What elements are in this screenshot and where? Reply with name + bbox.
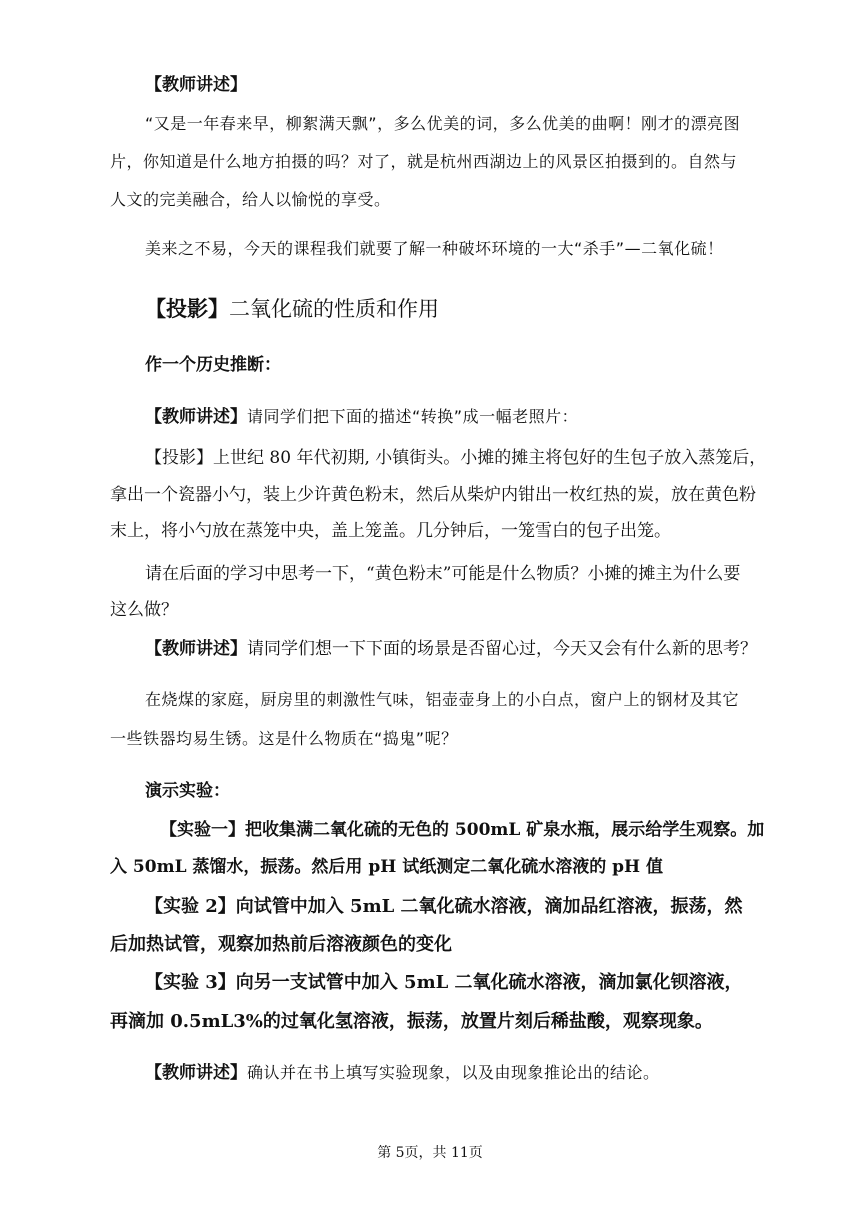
paragraph-line: 片，你知道是什么地方拍摄的吗？对了，就是杭州西湖边上的风景区拍摄到的。自然与 bbox=[110, 152, 738, 171]
teacher-tag: 【教师讲述】 bbox=[145, 407, 247, 427]
projection-tag: 【投影】 bbox=[145, 296, 229, 321]
experiment-2-line: 后加热试管，观察加热前后溶液颜色的变化 bbox=[110, 934, 452, 955]
teacher-statement bbox=[145, 641, 757, 658]
teacher-tag: 【教师讲述】 bbox=[145, 1063, 247, 1083]
scene-line: 在烧煤的家庭，厨房里的刺激性气味，铝壶壶身上的小白点，窗户上的钢材及其它 bbox=[145, 690, 740, 709]
projection-text: 上世纪 80 年代初期, 小镇街头。小摊的摊主将包好的生包子放入蒸笼后， bbox=[213, 448, 767, 468]
question-line: 这么做？ bbox=[110, 600, 178, 620]
projection-line: 拿出一个瓷器小勺，装上少许黄色粉末，然后从柴炉内钳出一枚红热的炭，放在黄色粉 bbox=[110, 485, 756, 505]
paragraph-line: “又是一年春来早，柳絮满天飘”，多么优美的词，多么优美的曲啊！刚才的漂亮图 bbox=[145, 114, 741, 133]
history-heading: 作一个历史推断： bbox=[145, 355, 281, 375]
projection-tag: 【投影】 bbox=[145, 448, 213, 468]
question-line: 请在后面的学习中思考一下，“黄色粉末”可能是什么物质？小摊的摊主为什么要 bbox=[145, 564, 741, 584]
scene-line: 一些铁器均易生锈。这是什么物质在“捣鬼”呢？ bbox=[110, 729, 458, 748]
experiment-1-line: 【实验一】把收集满二氧化硫的无色的 500mL 矿泉水瓶，展示给学生观察。加 bbox=[160, 820, 765, 840]
teacher-text: 请同学们想一下下面的场景是否留心过，今天又会有什么新的思考？ bbox=[247, 639, 757, 659]
projection-line: 末上，将小勺放在蒸笼中央，盖上笼盖。几分钟后，一笼雪白的包子出笼。 bbox=[110, 521, 671, 541]
paragraph-line: 美来之不易，今天的课程我们就要了解一种破坏环境的一大“杀手”—二氧化硫！ bbox=[145, 239, 724, 258]
experiment-3-line: 【实验 3】向另一支试管中加入 5mL 二氧化硫水溶液，滴加氯化钡溶液， bbox=[145, 972, 743, 993]
experiment-2-line: 【实验 2】向试管中加入 5mL 二氧化硫水溶液，滴加品红溶液，振荡，然 bbox=[145, 896, 743, 917]
projection-title bbox=[145, 298, 439, 320]
experiment-3-line: 再滴加 0.5mL3%的过氧化氢溶液，振荡，放置片刻后稀盐酸，观察现象。 bbox=[110, 1011, 713, 1032]
paragraph-line: 人文的完美融合，给人以愉悦的享受。 bbox=[110, 190, 391, 209]
page-footer: 第 5页，共 11页 bbox=[377, 1145, 483, 1161]
experiment-1-line: 入 50mL 蒸馏水，振荡。然后用 pH 试纸测定二氧化硫水溶液的 pH 值 bbox=[110, 857, 664, 877]
projection-line bbox=[145, 450, 766, 467]
teacher-text: 请同学们把下面的描述“转换”成一幅老照片： bbox=[247, 407, 579, 426]
teacher-statement bbox=[145, 409, 578, 426]
projection-title-text: 二氧化硫的性质和作用 bbox=[229, 297, 439, 321]
teacher-tag: 【教师讲述】 bbox=[145, 639, 247, 659]
teacher-heading: 【教师讲述】 bbox=[145, 75, 247, 95]
teacher-text: 确认并在书上填写实验现象，以及由现象推论出的结论。 bbox=[247, 1063, 660, 1082]
demo-heading: 演示实验： bbox=[145, 781, 230, 801]
teacher-statement bbox=[145, 1065, 660, 1082]
